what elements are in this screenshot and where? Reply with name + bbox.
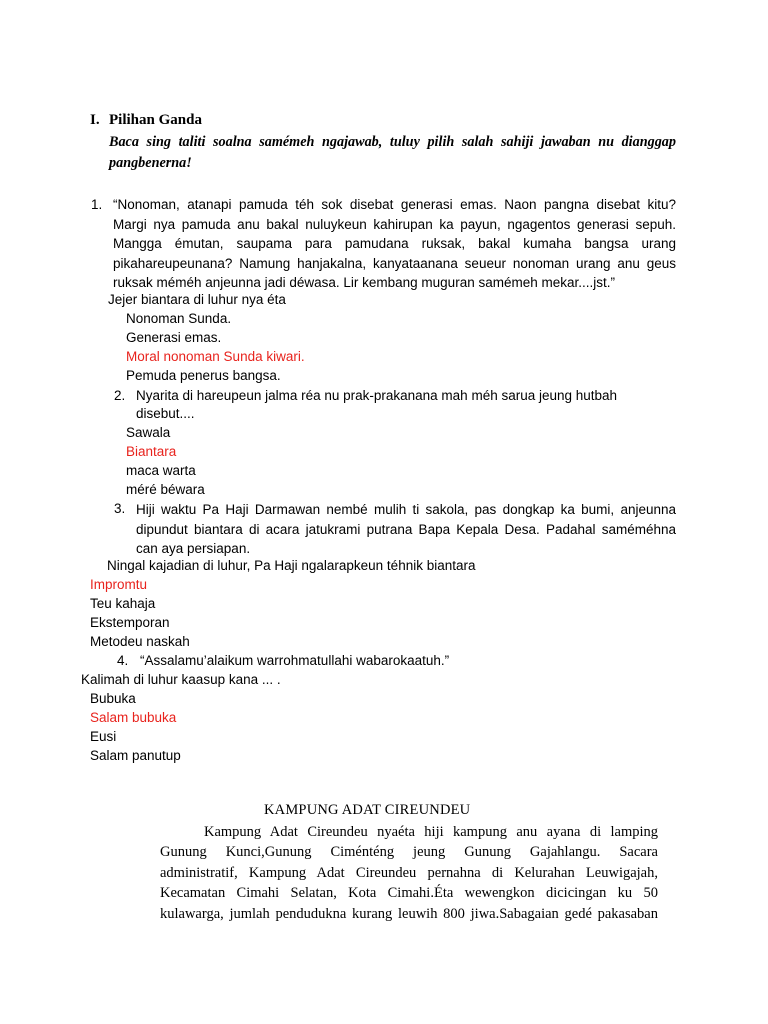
question-line: Nyarita di hareupeun jalma réa nu prak-prakanana mah méh sarua jeung hutbah	[136, 388, 618, 403]
answer-option[interactable]: Metodeu naskah	[90, 634, 190, 649]
question-line: Hiji waktu Pa Haji Darmawan nembé mulih ti sakola, pas dongkap ka bumi, anjeunna	[136, 502, 676, 517]
question-number: 4.	[117, 653, 129, 668]
question-1-text	[113, 195, 676, 293]
article-line: Gunung Kunci,Gunung Ciménténg jeung Gunung Gajahlangu. Sacara	[160, 844, 658, 861]
answer-option-correct[interactable]: Impromtu	[90, 577, 148, 592]
question-line: “Nonoman, atanapi pamuda téh sok disebat generasi emas. Naon pangna disebat kitu?	[113, 197, 676, 212]
article-body	[160, 822, 658, 924]
question-prompt: Ningal kajadian di luhur, Pa Haji ngalarapkeun téhnik biantara	[107, 558, 476, 573]
section-number: I.	[90, 112, 100, 128]
answer-option-correct[interactable]: Salam bubuka	[90, 710, 177, 725]
answer-option[interactable]: Generasi emas.	[126, 330, 222, 345]
answer-option[interactable]: méré béwara	[126, 482, 205, 497]
article-line: Kecamatan Cimahi Selatan, Kota Cimahi.Éta wewengkon dicicingan ku 50	[160, 885, 658, 902]
question-number: 1.	[91, 197, 103, 212]
answer-option[interactable]: Salam panutup	[90, 748, 181, 763]
answer-option[interactable]: Nonoman Sunda.	[126, 311, 232, 326]
question-line: pikahareupeunana? Namung hanjakalna, kanyataanana seueur nonoman urang anu geus	[113, 255, 676, 271]
question-line: Margi nya pamuda anu bakal nuluykeun kahirupan ka payun, ngagentos generasi sepuh.	[113, 216, 676, 232]
question-line: can aya persiapan.	[136, 541, 251, 556]
article-title: KAMPUNG ADAT CIREUNDEU	[264, 802, 471, 818]
answer-option-correct[interactable]: Biantara	[126, 444, 177, 459]
answer-option[interactable]: Eusi	[90, 729, 117, 744]
answer-option[interactable]: Teu kahaja	[90, 596, 156, 611]
answer-option[interactable]: Bubuka	[90, 691, 136, 706]
question-line: Mangga émutan, saupama para pamudana ruksak, bakal kumaha bangsa urang	[113, 236, 676, 252]
question-number: 2.	[114, 388, 126, 403]
article-line: administratif, Kampung Adat Cireundeu pernahna di Kelurahan Leuwigajah,	[160, 864, 658, 881]
article-line: kulawarga, jumlah pendudukna kurang leuwih 800 jiwa.Sabagaian gedé pakasaban	[160, 905, 658, 922]
answer-option[interactable]: Sawala	[126, 425, 171, 440]
answer-option-correct[interactable]: Moral nonoman Sunda kiwari.	[126, 349, 305, 364]
article-line: Kampung Adat Cireundeu nyaéta hiji kampung anu ayana di lamping	[204, 824, 658, 840]
question-number: 3.	[114, 501, 126, 516]
question-line: dipundut biantara di acara jatukrami putrana Bapa Kepala Desa. Padahal saméméhna	[136, 521, 676, 537]
question-3-text	[136, 500, 676, 559]
question-line: “Assalamu’alaikum warrohmatullahi wabarokaatuh.”	[140, 653, 450, 668]
question-line: ruksak méméh anjeunna jadi déwasa. Lir kembang muguran samémeh mekar....jst.”	[113, 275, 615, 291]
answer-option[interactable]: maca warta	[126, 463, 196, 478]
section-title: Pilihan Ganda	[109, 112, 202, 128]
answer-option[interactable]: Ekstemporan	[90, 615, 170, 630]
instructions	[109, 132, 676, 174]
instruction-line: Baca sing taliti soalna samémeh ngajawab, tuluy pilih salah sahiji jawaban nu dianggap	[109, 134, 676, 150]
instruction-line: pangbenerna!	[109, 155, 192, 171]
question-prompt: Jejer biantara di luhur nya éta	[108, 292, 286, 307]
question-line: disebut....	[136, 406, 195, 421]
question-prompt: Kalimah di luhur kaasup kana ... .	[81, 672, 281, 687]
answer-option[interactable]: Pemuda penerus bangsa.	[126, 368, 281, 383]
